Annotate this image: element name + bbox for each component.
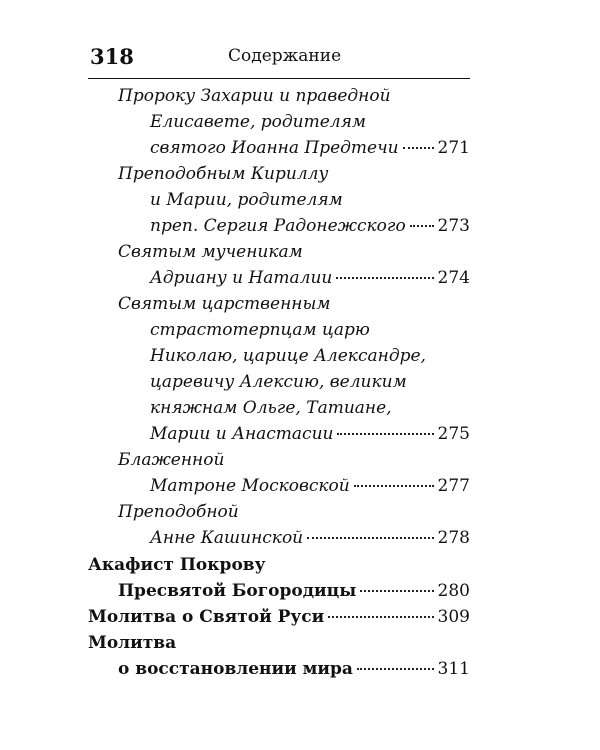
- toc-entry-3-line-2: Адриану и Наталии: [150, 268, 333, 288]
- dot-leader: [403, 147, 434, 149]
- dot-leader: [410, 225, 434, 227]
- toc-entry-4-line-5: княжнам Ольге, Татиане,: [150, 398, 392, 418]
- toc-entry-9-line-1: Молитва: [88, 633, 177, 653]
- toc-entry-8-line-1: Молитва о Святой Руси: [88, 607, 325, 627]
- dot-leader: [337, 433, 433, 435]
- toc-entry-4-line-6: Марии и Анастасии: [150, 424, 334, 444]
- toc-entry-2[interactable]: [150, 214, 470, 238]
- toc-entry-9-page: 311: [437, 659, 470, 679]
- toc-entry-2-page: 273: [437, 216, 470, 236]
- toc-entry-5-page: 277: [437, 476, 470, 496]
- toc-entry-4-line-2: страстотерпцам царю: [150, 320, 370, 340]
- toc-entry-8[interactable]: [88, 605, 470, 629]
- toc-entry-3-line-1: Святым мученикам: [118, 242, 303, 262]
- toc-entry-2-line-3: преп. Сергия Радонежского: [150, 216, 406, 236]
- toc-entry-9[interactable]: [118, 657, 470, 681]
- toc-entry-1[interactable]: [150, 136, 470, 160]
- toc-entry-7-line-2: Пресвятой Богородицы: [118, 581, 357, 601]
- toc-entry-1-line-2: Елисавете, родителям: [150, 112, 366, 132]
- toc-entry-3[interactable]: [150, 266, 470, 290]
- page-number: 318: [90, 44, 134, 69]
- toc-entry-5-line-1: Блаженной: [118, 450, 225, 470]
- toc-entry-9-line-2: о восстановлении мира: [118, 659, 353, 679]
- toc-entry-1-line-1: Пророку Захарии и праведной: [118, 86, 391, 106]
- toc-entry-7-line-1: Акафист Покрову: [88, 555, 266, 575]
- toc-entry-4-line-1: Святым царственным: [118, 294, 331, 314]
- toc-entry-5-line-2: Матроне Московской: [150, 476, 350, 496]
- dot-leader: [354, 485, 434, 487]
- toc-entry-8-page: 309: [437, 607, 470, 627]
- toc-entry-6-line-1: Преподобной: [118, 502, 239, 522]
- toc-entry-3-page: 274: [437, 268, 470, 288]
- toc-entry-2-line-2: и Марии, родителям: [150, 190, 343, 210]
- toc-entry-7[interactable]: [118, 579, 470, 603]
- dot-leader: [360, 590, 433, 592]
- toc-entry-4-line-4: царевичу Алексию, великим: [150, 372, 407, 392]
- dot-leader: [307, 537, 433, 539]
- toc-entry-6-line-2: Анне Кашинской: [150, 528, 304, 548]
- dot-leader: [328, 616, 433, 618]
- dot-leader: [357, 668, 434, 670]
- toc-entry-2-line-1: Преподобным Кириллу: [118, 164, 329, 184]
- page-title: Содержание: [228, 46, 342, 66]
- toc-entry-4[interactable]: [150, 422, 470, 446]
- dot-leader: [336, 277, 433, 279]
- toc-entry-1-line-3: святого Иоанна Предтечи: [150, 138, 399, 158]
- toc-entry-1-page: 271: [437, 138, 470, 158]
- toc-entry-5[interactable]: [150, 474, 470, 498]
- toc-entry-7-page: 280: [437, 581, 470, 601]
- toc-entry-4-page: 275: [437, 424, 470, 444]
- toc-entry-6[interactable]: [150, 526, 470, 550]
- toc-entry-4-line-3: Николаю, царице Александре,: [150, 346, 426, 366]
- toc-entry-6-page: 278: [437, 528, 470, 548]
